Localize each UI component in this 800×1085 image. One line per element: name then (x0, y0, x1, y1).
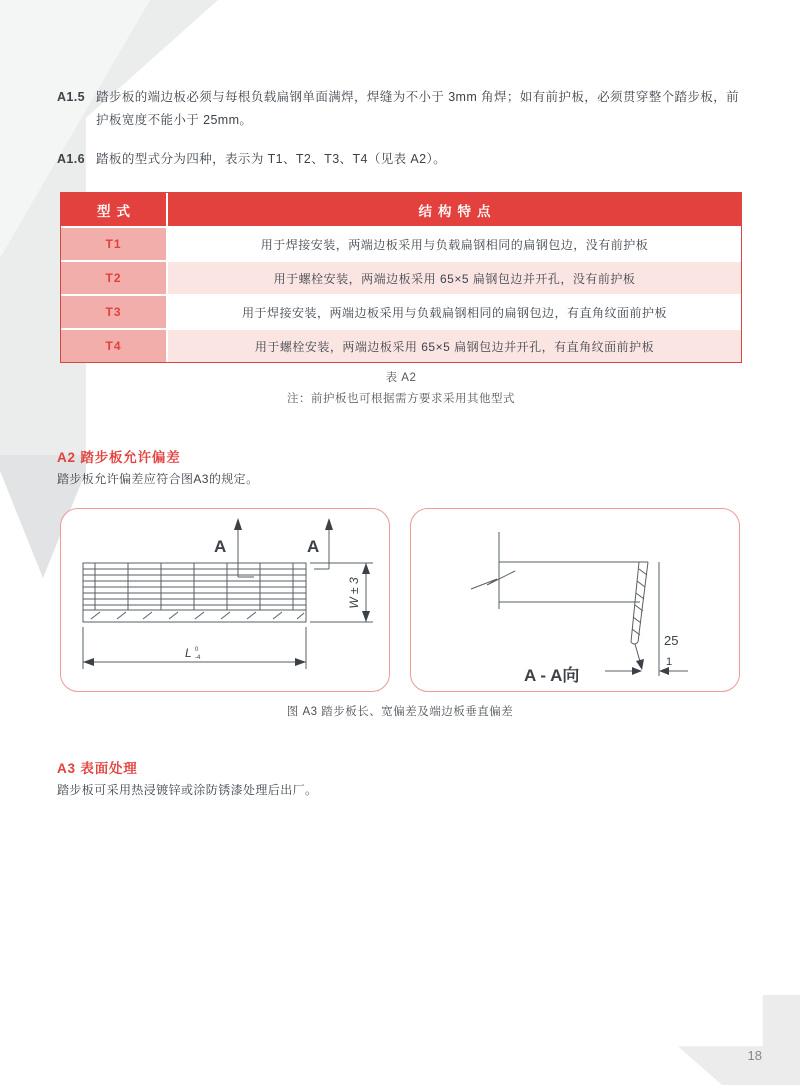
tread-section-diagram (411, 509, 738, 690)
section-mark-a1: A (214, 537, 227, 556)
table-header-features: 结构特点 (168, 193, 741, 226)
clause-a1-6 (57, 148, 749, 171)
types-table (60, 192, 742, 363)
table-note: 注：前护板也可根据需方要求采用其他型式 (287, 393, 515, 405)
clause-text: 踏板的型式分为四种，表示为 T1、T2、T3、T4（见表 A2）。 (96, 152, 447, 166)
table-row-type: T3 (61, 296, 166, 328)
table-row-type: T4 (61, 330, 166, 362)
table-row-type: T1 (61, 228, 166, 260)
section-a3-body: 踏步板可采用热浸镀锌或涂防锈漆处理后出厂。 (57, 783, 318, 797)
table-header-type: 型式 (61, 193, 166, 226)
table-caption: 表 A2 (385, 372, 417, 384)
table-row-desc: 用于焊接安装，两端边板采用与负载扁钢相同的扁钢包边，有直角纹面前护板 (168, 296, 741, 328)
height-dimension-label: 25 (664, 633, 679, 648)
length-tolerance-lower: -4 (195, 655, 201, 661)
length-tolerance-upper: 0 (195, 647, 199, 653)
clause-text: 踏步板的端边板必须与每根负载扁钢单面满焊，焊缝为不小于 3mm 角焊；如有前护板，必须贯穿整个踏步板，前护板宽度不能小于 25mm。 (96, 90, 740, 128)
table-row-desc: 用于螺栓安装，两端边板采用 65×5 扁钢包边并开孔，没有前护板 (168, 262, 741, 294)
table-row-desc: 用于焊接安装，两端边板采用与负载扁钢相同的扁钢包边，没有前护板 (168, 228, 741, 260)
table-row-type: T2 (61, 262, 166, 294)
section-view-label: A - A向 (524, 666, 580, 685)
page-number: 18 (747, 1048, 762, 1063)
figure-caption: 图 A3 踏步板长、宽偏差及端边板垂直偏差 (286, 706, 514, 718)
clause-label: A1.5 (57, 90, 86, 104)
figure-section-view-box (410, 508, 740, 692)
tread-plan-diagram (61, 509, 388, 690)
section-mark-a2: A (307, 537, 320, 556)
bottom-right-corner-decoration (676, 960, 800, 1085)
section-a3-title: A3 表面处理 (57, 761, 138, 776)
clause-a1-5 (57, 86, 749, 132)
section-a2-body: 踏步板允许偏差应符合图A3的规定。 (57, 472, 259, 486)
length-dimension-label: L (185, 646, 192, 660)
width-dimension-label: W ± 3 (347, 577, 361, 609)
section-a2-title: A2 踏步板允许偏差 (57, 450, 181, 465)
offset-dimension-label: 1 (666, 656, 673, 668)
table-row-desc: 用于螺栓安装，两端边板采用 65×5 扁钢包边并开孔，有直角纹面前护板 (168, 330, 741, 362)
figure-plan-view-box (60, 508, 390, 692)
clause-label: A1.6 (57, 152, 86, 166)
